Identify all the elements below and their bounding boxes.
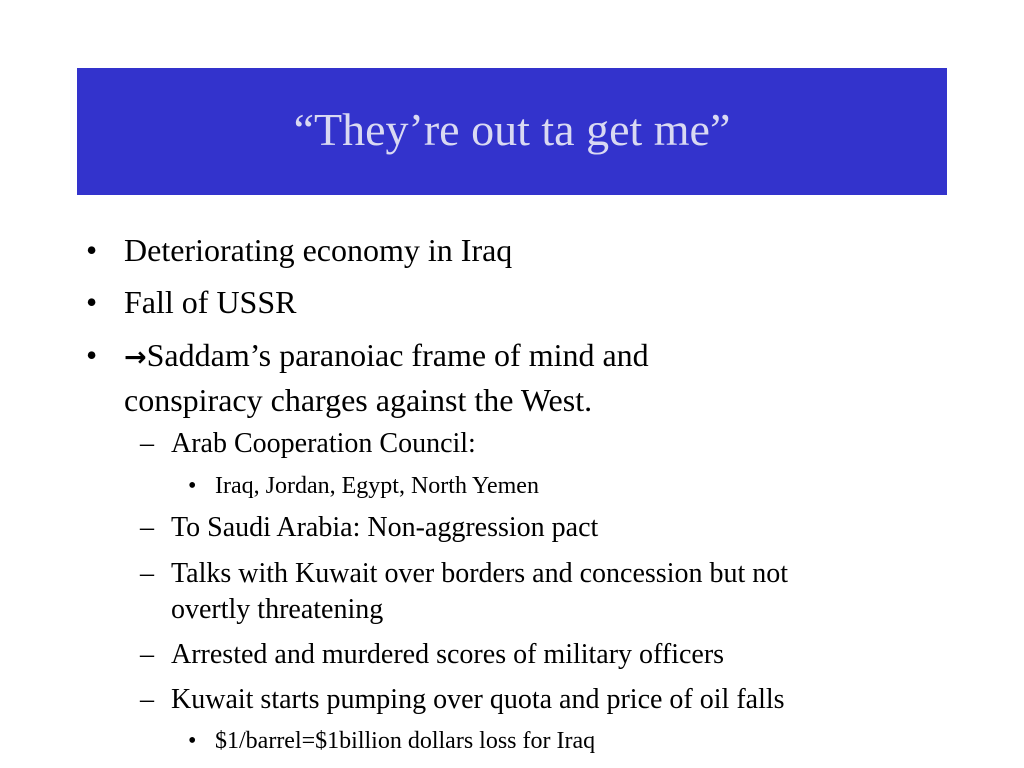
sub-bullet-item (140, 556, 788, 628)
bullet-text (124, 334, 649, 421)
sub-bullet-item (140, 637, 724, 673)
bullet-text: Deteriorating economy in Iraq (124, 232, 513, 268)
dash-marker: – (140, 428, 154, 459)
sub-sub-bullet-text: $1/barrel=$1billion dollars loss for Iraq (215, 728, 596, 754)
dash-marker: – (140, 558, 154, 589)
bullet-text-line: Saddam’s paranoiac frame of mind and (146, 337, 649, 373)
bullet-marker: • (188, 473, 197, 499)
bullet-text-line: conspiracy charges against the West. (124, 382, 593, 418)
sub-bullet-text: Arrested and murdered scores of military officers (171, 639, 725, 670)
bullet-text: Fall of USSR (124, 284, 297, 320)
sub-bullet-text (171, 556, 788, 628)
bullet-marker: • (86, 337, 98, 373)
sub-bullet-text: Kuwait starts pumping over quota and price of oil falls (171, 684, 785, 715)
right-arrow-icon: → (124, 342, 147, 373)
bullet-item (86, 281, 296, 323)
sub-bullet-item (140, 426, 476, 462)
sub-sub-bullet-item (188, 726, 595, 756)
sub-bullet-text-line: Talks with Kuwait over borders and concession but not (171, 558, 789, 589)
bullet-marker: • (86, 284, 98, 320)
dash-marker: – (140, 639, 154, 670)
sub-bullet-text-line: overtly threatening (171, 594, 384, 625)
sub-bullet-text: To Saudi Arabia: Non-aggression pact (171, 512, 599, 543)
slide-title: “They’re out ta get me” (293, 103, 731, 155)
bullet-marker: • (188, 728, 197, 754)
bullet-item (86, 229, 512, 271)
sub-sub-bullet-text: Iraq, Jordan, Egypt, North Yemen (215, 473, 539, 499)
sub-bullet-item (140, 682, 785, 718)
dash-marker: – (140, 684, 154, 715)
sub-bullet-text: Arab Cooperation Council: (171, 428, 476, 459)
bullet-marker: • (86, 232, 98, 268)
bullet-item (86, 334, 649, 421)
sub-bullet-item (140, 510, 598, 546)
dash-marker: – (140, 512, 154, 543)
sub-sub-bullet-item (188, 471, 539, 501)
